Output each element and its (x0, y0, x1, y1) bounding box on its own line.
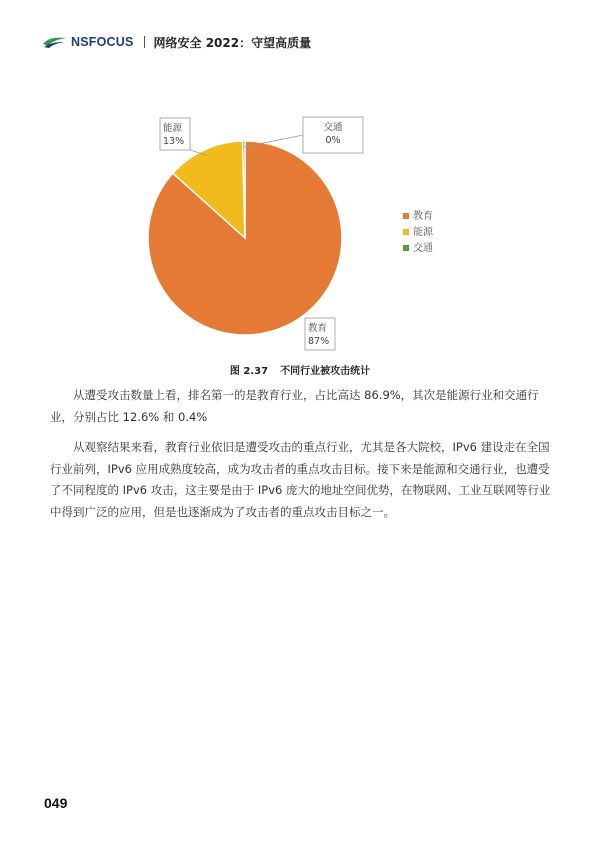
figure-number: 图 2.37 (229, 366, 269, 377)
logo-text: NSFOCUS (71, 35, 134, 49)
document-title: 网络安全 2022：守望高质量 (153, 35, 312, 50)
figure-caption (0, 362, 600, 377)
legend-label-energy: 能源 (413, 227, 433, 238)
body-paragraph-1: 从遭受攻击数量上看，排名第一的是教育行业，占比高达 86.9%，其次是能源行业和交通行业，分别占比 12.6% 和 0.4% (50, 388, 539, 424)
callout-percent-transport: 0% (325, 135, 341, 146)
legend-label-education: 教育 (413, 211, 433, 222)
industry-attack-pie-chart (0, 0, 600, 360)
legend-swatch-energy (403, 229, 409, 235)
callout-percent-energy: 13% (163, 136, 185, 147)
callout-label-transport: 交通 (323, 122, 343, 133)
callout-label-energy: 能源 (163, 123, 183, 134)
figure-title: 不同行业被攻击统计 (280, 366, 371, 377)
legend-label-transport: 交通 (413, 243, 433, 254)
callout-label-education: 教育 (308, 323, 328, 334)
legend-swatch-transport (403, 245, 409, 251)
legend-swatch-education (403, 213, 409, 219)
callout-percent-education: 87% (308, 336, 330, 347)
page-number: 049 (44, 795, 68, 811)
body-paragraph-2: 从观察结果来看，教育行业依旧是遭受攻击的重点行业，尤其是各大院校，IPv6 建设走在全国行业前列，IPv6 应用成熟度较高，成为攻击者的重点攻击目标。接下来是能源和交通行业，也遭受了不同程度的 IPv6 攻击，这主要是由于 IPv6 庞大的地址空间优势，在物联网、工业互联网等行业中得到广泛的应用，但是也逐渐成为了攻击者的重点攻击目标之一。 (50, 440, 551, 519)
